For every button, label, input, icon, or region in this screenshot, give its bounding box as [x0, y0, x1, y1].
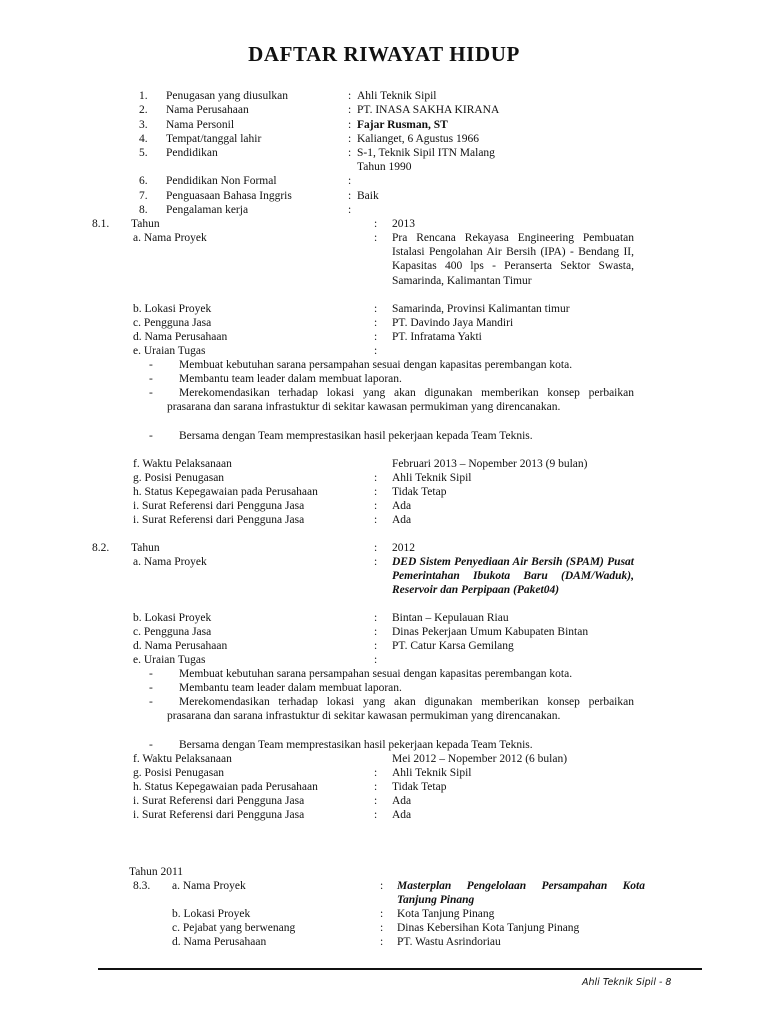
bullet-dash: - — [149, 696, 153, 708]
item-value: PT. INASA SAKHA KIRANA — [357, 104, 500, 116]
item-label: Pendidikan — [166, 147, 218, 159]
field-value: PT. Davindo Jaya Mandiri — [392, 317, 514, 329]
item-number: 2. — [139, 104, 148, 116]
colon: : — [348, 204, 352, 216]
item-value-line2: Tahun 1990 — [357, 161, 412, 173]
field-value: PT. Catur Karsa Gemilang — [392, 640, 514, 652]
field-value: Kota Tanjung Pinang — [397, 908, 495, 920]
colon: : — [374, 514, 378, 526]
field-value: Samarinda, Provinsi Kalimantan timur — [392, 303, 570, 315]
item-value: Ahli Teknik Sipil — [357, 90, 437, 102]
personnel-name: Fajar Rusman, ST — [357, 119, 448, 131]
field-value: PT. Infratama Yakti — [392, 331, 482, 343]
field-value: Ada — [392, 795, 412, 807]
item-number: 5. — [139, 147, 148, 159]
item-label: Tempat/tanggal lahir — [166, 133, 262, 145]
bullet-dash: - — [149, 430, 153, 442]
colon: : — [374, 612, 378, 624]
task-item: Merekomendasikan terhadap lokasi yang akan digunakan memberikan konsep perbaikan prasarana dan sarana infrastuktur di sekitar kawasan permukiman yang direncanakan. — [167, 696, 634, 723]
bullet-dash: - — [149, 682, 153, 694]
colon: : — [374, 486, 378, 498]
field-value: 2012 — [392, 542, 415, 554]
colon: : — [374, 795, 378, 807]
colon: : — [374, 472, 378, 484]
field-label: h. Status Kepegawaian pada Perusahaan — [133, 486, 318, 498]
field-label: h. Status Kepegawaian pada Perusahaan — [133, 781, 318, 793]
field-label: c. Pejabat yang berwenang — [172, 922, 296, 934]
colon: : — [374, 303, 378, 315]
field-label: e. Uraian Tugas — [133, 654, 206, 666]
item-number: 1. — [139, 90, 148, 102]
item-number: 3. — [139, 119, 148, 131]
colon: : — [374, 542, 378, 554]
colon: : — [374, 331, 378, 343]
field-label: g. Posisi Penugasan — [133, 472, 225, 484]
colon: : — [348, 175, 352, 187]
field-value: Tidak Tetap — [392, 486, 447, 498]
colon: : — [374, 809, 378, 821]
colon: : — [380, 880, 384, 892]
item-number: 8. — [139, 204, 148, 216]
field-value: Ada — [392, 809, 412, 821]
item-label: Penugasan yang diusulkan — [166, 90, 289, 102]
colon: : — [380, 908, 384, 920]
colon: : — [348, 147, 352, 159]
colon: : — [374, 781, 378, 793]
field-value: PT. Wastu Asrindoriau — [397, 936, 501, 948]
colon: : — [374, 767, 378, 779]
field-label: b. Lokasi Proyek — [133, 303, 212, 315]
task-item: Membantu team leader dalam membuat laporan. — [179, 373, 402, 385]
item-label: Nama Personil — [166, 119, 235, 131]
colon: : — [374, 232, 378, 244]
field-label: i. Surat Referensi dari Pengguna Jasa — [133, 809, 305, 821]
item-value: Kalianget, 6 Agustus 1966 — [357, 133, 480, 145]
field-label: a. Nama Proyek — [133, 232, 207, 244]
item-number: 6. — [139, 175, 148, 187]
field-label: d. Nama Perusahaan — [133, 640, 228, 652]
colon: : — [348, 190, 352, 202]
task-item: Merekomendasikan terhadap lokasi yang akan digunakan memberikan konsep perbaikan prasarana dan sarana infrastuktur di sekitar kawasan permukiman yang direncanakan. — [167, 387, 634, 414]
footer-divider — [98, 968, 702, 970]
field-label: f. Waktu Pelaksanaan — [133, 753, 232, 765]
field-value: Ahli Teknik Sipil — [392, 767, 472, 779]
field-label: a. Nama Proyek — [133, 556, 207, 568]
colon: : — [374, 626, 378, 638]
item-label: Pendidikan Non Formal — [166, 175, 277, 187]
field-label: d. Nama Perusahaan — [133, 331, 228, 343]
section-number: 8.1. — [92, 218, 110, 230]
item-number: 7. — [139, 190, 148, 202]
item-label: Penguasaan Bahasa Inggris — [166, 190, 292, 202]
task-item: Bersama dengan Team memprestasikan hasil pekerjaan kepada Team Teknis. — [179, 739, 533, 751]
field-label: a. Nama Proyek — [172, 880, 246, 892]
colon: : — [348, 133, 352, 145]
item-number: 4. — [139, 133, 148, 145]
field-label: d. Nama Perusahaan — [172, 936, 267, 948]
field-value: Ada — [392, 514, 412, 526]
field-value: Tidak Tetap — [392, 781, 447, 793]
project-name: Masterplan Pengelolaan Persampahan Kota Tanjung Pinang — [397, 880, 645, 907]
field-value: Februari 2013 – Nopember 2013 (9 bulan) — [392, 458, 588, 470]
page-footer: Ahli Teknik Sipil - 8 — [582, 977, 672, 988]
field-value: Dinas Kebersihan Kota Tanjung Pinang — [397, 922, 580, 934]
bullet-dash: - — [149, 387, 153, 399]
colon: : — [374, 345, 378, 357]
bullet-dash: - — [149, 373, 153, 385]
item-label: Pengalaman kerja — [166, 204, 249, 216]
colon: : — [380, 936, 384, 948]
bullet-dash: - — [149, 668, 153, 680]
colon: : — [374, 317, 378, 329]
field-label: i. Surat Referensi dari Pengguna Jasa — [133, 500, 305, 512]
field-label: i. Surat Referensi dari Pengguna Jasa — [133, 514, 305, 526]
field-label: g. Posisi Penugasan — [133, 767, 225, 779]
field-label: Tahun — [131, 218, 160, 230]
item-label: Nama Perusahaan — [166, 104, 249, 116]
colon: : — [374, 640, 378, 652]
colon: : — [348, 104, 352, 116]
field-value: Bintan – Kepulauan Riau — [392, 612, 509, 624]
field-value: Dinas Pekerjaan Umum Kabupaten Bintan — [392, 626, 589, 638]
colon: : — [374, 556, 378, 568]
project-name: DED Sistem Penyediaan Air Bersih (SPAM) Pusat Pemerintahan Ibukota Baru (DAM/Waduk), Reservoir dan Perpipaan (Paket04) — [392, 556, 634, 597]
field-label: Tahun — [131, 542, 160, 554]
page-title: DAFTAR RIWAYAT HIDUP — [248, 42, 520, 66]
colon: : — [374, 500, 378, 512]
field-label: f. Waktu Pelaksanaan — [133, 458, 232, 470]
field-value: Ahli Teknik Sipil — [392, 472, 472, 484]
colon: : — [380, 922, 384, 934]
section-number: 8.2. — [92, 542, 110, 554]
colon: : — [374, 218, 378, 230]
year-heading: Tahun 2011 — [129, 866, 184, 878]
task-item: Membantu team leader dalam membuat laporan. — [179, 682, 402, 694]
bullet-dash: - — [149, 359, 153, 371]
task-item: Bersama dengan Team memprestasikan hasil pekerjaan kepada Team Teknis. — [179, 430, 533, 442]
field-value: Mei 2012 – Nopember 2012 (6 bulan) — [392, 753, 568, 765]
task-item: Membuat kebutuhan sarana persampahan sesuai dengan kapasitas perembangan kota. — [179, 668, 573, 680]
task-item: Membuat kebutuhan sarana persampahan sesuai dengan kapasitas perembangan kota. — [179, 359, 573, 371]
field-label: c. Pengguna Jasa — [133, 317, 212, 329]
field-label: b. Lokasi Proyek — [172, 908, 251, 920]
field-label: c. Pengguna Jasa — [133, 626, 212, 638]
section-number: 8.3. — [133, 880, 151, 892]
item-value: S-1, Teknik Sipil ITN Malang — [357, 147, 495, 159]
colon: : — [348, 90, 352, 102]
item-value: Baik — [357, 190, 379, 202]
project-name: Pra Rencana Rekayasa Engineering Pembuatan Istalasi Pengolahan Air Bersih (IPA) - Bendang II, Kapasitas 400 lps - Peranserta Sektor Swasta, Samarinda, Kalimantan Timur — [392, 232, 634, 287]
field-label: i. Surat Referensi dari Pengguna Jasa — [133, 795, 305, 807]
colon: : — [374, 654, 378, 666]
field-label: b. Lokasi Proyek — [133, 612, 212, 624]
bullet-dash: - — [149, 739, 153, 751]
field-label: e. Uraian Tugas — [133, 345, 206, 357]
field-value: 2013 — [392, 218, 415, 230]
colon: : — [348, 119, 352, 131]
field-value: Ada — [392, 500, 412, 512]
